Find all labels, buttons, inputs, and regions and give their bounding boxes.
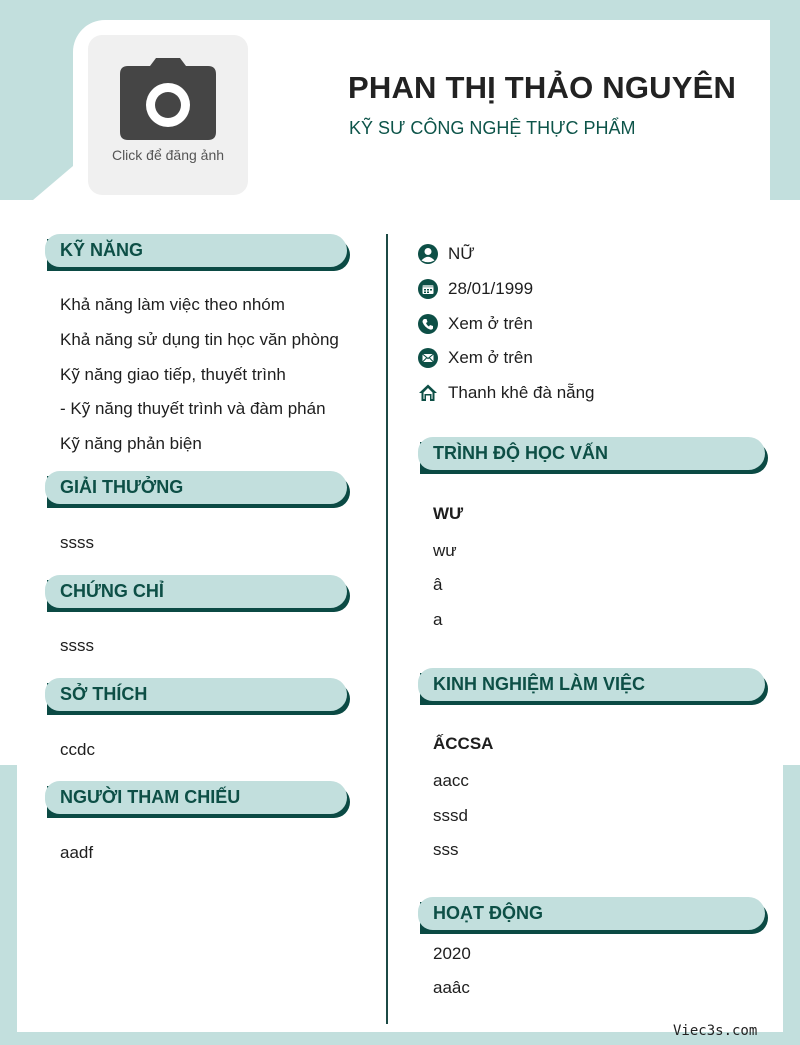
watermark-text: Viec3s.com bbox=[673, 1023, 758, 1039]
birthday-value: 28/01/1999 bbox=[448, 279, 534, 298]
section-title: KỸ NĂNG bbox=[60, 240, 144, 260]
camera-icon bbox=[120, 58, 216, 140]
experience-company: ẤCCSA bbox=[433, 734, 494, 753]
experience-line: sss bbox=[433, 840, 459, 859]
section-header-experience bbox=[418, 668, 765, 704]
header-gap bbox=[0, 200, 800, 220]
skill-item: Khả năng làm việc theo nhóm bbox=[60, 295, 285, 314]
experience-line: sssd bbox=[433, 806, 468, 825]
job-title: KỸ SƯ CÔNG NGHỆ THỰC PHẨM bbox=[349, 118, 636, 138]
column-divider bbox=[386, 234, 388, 1024]
corner-decoration bbox=[33, 166, 73, 200]
reference-item: aadf bbox=[60, 843, 94, 862]
calendar-icon bbox=[418, 279, 438, 299]
activity-line: 2020 bbox=[433, 944, 471, 963]
section-header-skills bbox=[45, 234, 347, 270]
section-title: SỞ THÍCH bbox=[60, 684, 148, 704]
section-title: KINH NGHIỆM LÀM VIỆC bbox=[433, 674, 646, 694]
experience-line: aacc bbox=[433, 771, 469, 790]
section-header-certificates bbox=[45, 575, 347, 611]
certificate-item: ssss bbox=[60, 636, 94, 655]
candidate-name: PHAN THỊ THẢO NGUYÊN bbox=[348, 70, 737, 105]
section-header-references bbox=[45, 781, 347, 817]
section-header-awards bbox=[45, 471, 347, 507]
section-header-education bbox=[418, 437, 765, 473]
section-header-activities bbox=[418, 897, 765, 933]
section-title: TRÌNH ĐỘ HỌC VẤN bbox=[433, 443, 608, 463]
section-title: NGƯỜI THAM CHIẾU bbox=[60, 787, 241, 807]
education-school: WƯ bbox=[433, 504, 464, 523]
mail-icon bbox=[418, 348, 438, 368]
award-item: ssss bbox=[60, 533, 94, 552]
education-line: a bbox=[433, 610, 443, 629]
education-line: â bbox=[433, 575, 443, 594]
skill-item: Kỹ năng giao tiếp, thuyết trình bbox=[60, 365, 286, 384]
hobby-item: ccdc bbox=[60, 740, 95, 759]
phone-icon bbox=[418, 314, 438, 334]
phone-value: Xem ở trên bbox=[448, 314, 533, 333]
section-header-hobbies bbox=[45, 678, 347, 714]
email-value: Xem ở trên bbox=[448, 348, 533, 367]
skill-item: Kỹ năng phản biện bbox=[60, 434, 202, 453]
activity-line: aaâc bbox=[433, 978, 470, 997]
home-icon bbox=[418, 383, 438, 403]
education-line: wư bbox=[433, 541, 457, 560]
avatar-caption: Click để đăng ảnh bbox=[111, 147, 225, 163]
section-title: GIẢI THƯỞNG bbox=[60, 477, 184, 497]
section-title: CHỨNG CHỈ bbox=[60, 581, 164, 601]
skill-item: Khả năng sử dụng tin học văn phòng bbox=[60, 330, 339, 349]
user-icon bbox=[418, 244, 438, 264]
gender-value: NỮ bbox=[448, 244, 475, 263]
section-title: HOẠT ĐỘNG bbox=[433, 903, 543, 923]
skill-item: - Kỹ năng thuyết trình và đàm phán bbox=[60, 399, 326, 418]
address-value: Thanh khê đà nẵng bbox=[448, 383, 595, 402]
